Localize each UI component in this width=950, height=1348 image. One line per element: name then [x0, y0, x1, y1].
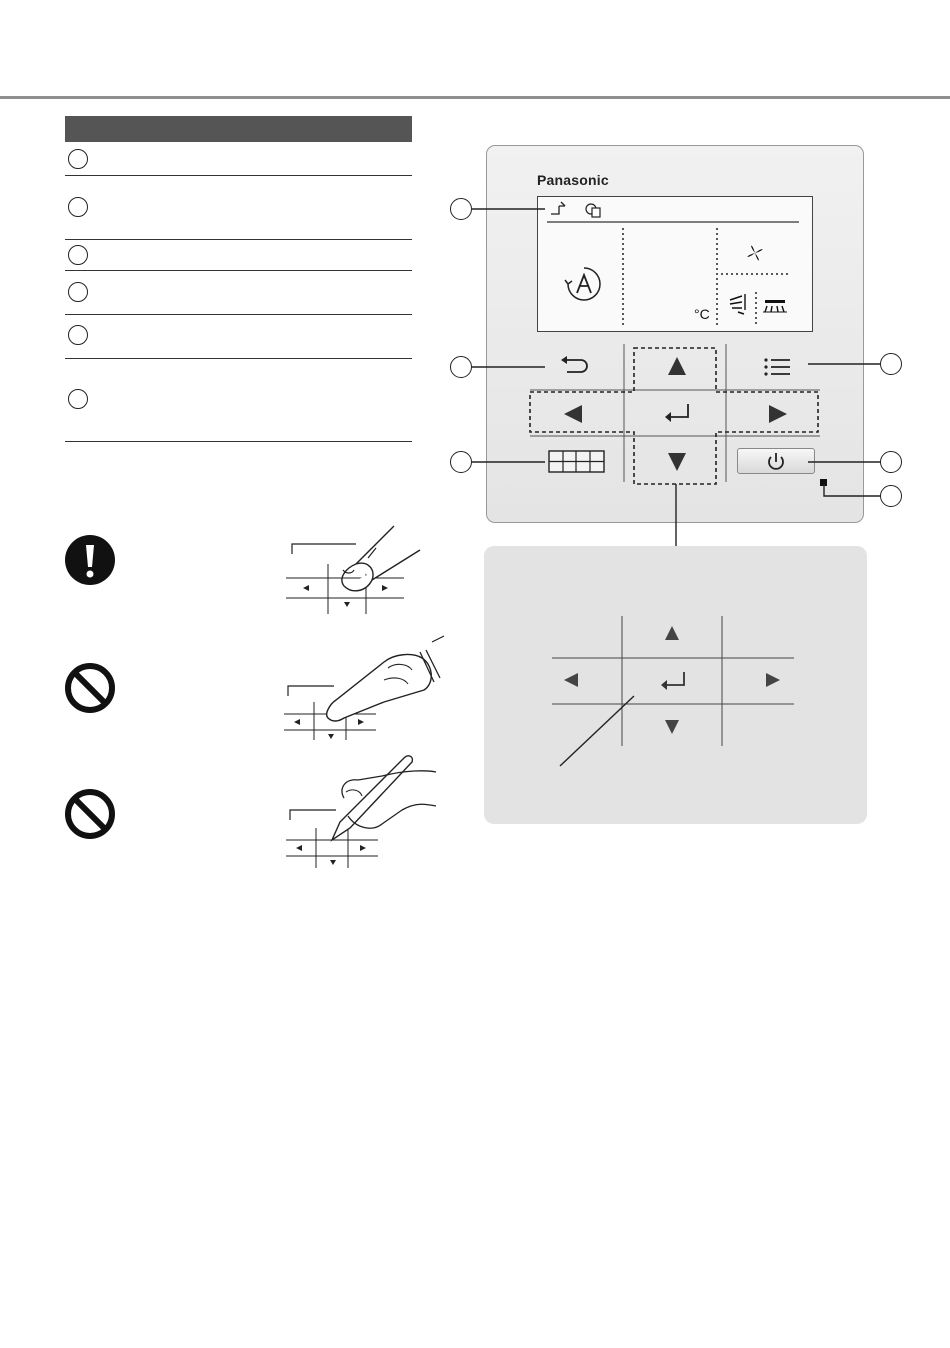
callout-lcd [450, 198, 472, 220]
callout-power [880, 451, 902, 473]
mandatory-icon [64, 534, 116, 586]
temperature-unit: °C [694, 306, 710, 322]
pen-tip-illustration [286, 752, 446, 872]
callout-return [450, 356, 472, 378]
enlarged-left-arrow-icon [564, 673, 578, 687]
callout-lamp [880, 485, 902, 507]
fingernail-illustration [284, 632, 444, 744]
finger-tap-illustration [286, 520, 436, 620]
enlarged-up-arrow-icon [665, 626, 679, 640]
enlarged-keypad [484, 546, 867, 824]
brand-logo: Panasonic [537, 172, 609, 188]
prohibited-icon [64, 788, 116, 840]
callout-menu [880, 353, 902, 375]
callout-leaders [0, 0, 950, 560]
callout-quick-menu [450, 451, 472, 473]
enlarged-enter-icon [661, 672, 684, 690]
enlarged-right-arrow-icon [766, 673, 780, 687]
prohibited-icon [64, 662, 116, 714]
enlarged-down-arrow-icon [665, 720, 679, 734]
